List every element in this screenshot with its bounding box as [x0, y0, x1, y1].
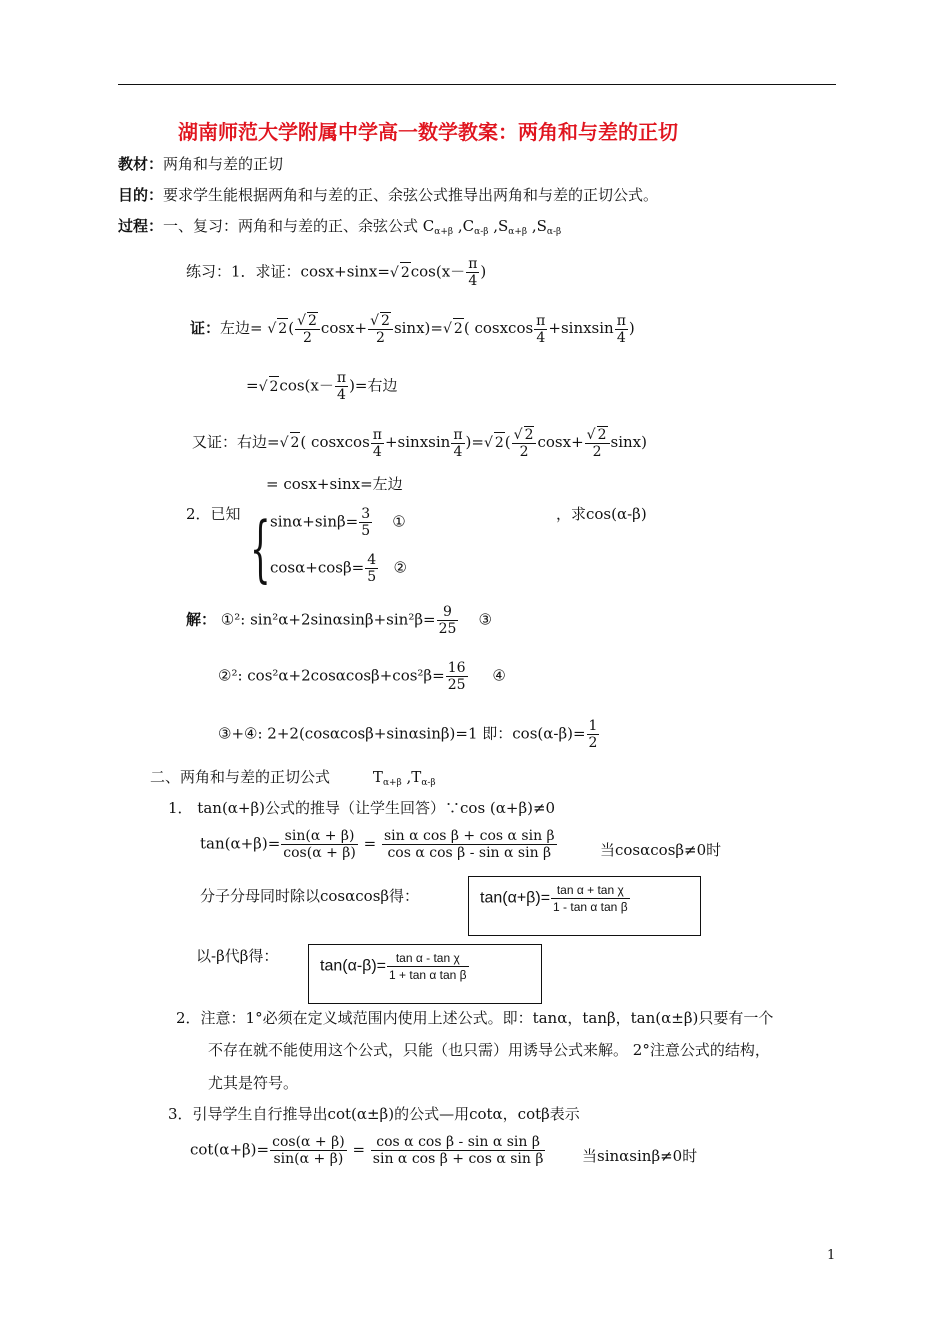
material-label: 教材： — [118, 155, 164, 173]
proof-line-2: =√ 2cos(x－ $\frac{\pi}{4}$ )=右边 — [246, 370, 398, 403]
ex2-label: 2．已知 — [186, 505, 241, 523]
proof-text: 左边= — [220, 319, 263, 337]
fraction: $\frac{\text{tan α - tan χ}}{\text{1 + tan α tan β}}$ — [389, 951, 467, 982]
exercise-1: 练习：1．求证：cosx+sinx=√ 2cos(x－ $\frac{\pi}{4}$ ) — [186, 256, 487, 289]
sqrt-symbol: √ 2 — [259, 379, 280, 395]
fraction: $\frac{\pi}{4}$ — [372, 426, 382, 460]
material-line — [118, 154, 283, 174]
divide-text: 分子分母同时除以cosαcosβ得： — [200, 887, 420, 905]
goal-line — [118, 185, 658, 205]
tan-derivation: tan(α+β)= $\frac{\sin(\alpha + \beta)}{\cos(\alpha + \beta)}$ = $\frac{\text{sin α cos β + cos α sin β}}{\text{cos α cos β - sin α sin β}}$ — [200, 828, 555, 861]
fraction: $\frac{\cos(\alpha + \beta)}{\sin(\alpha + \beta)}$ — [272, 1134, 345, 1167]
page-title: 湖南师范大学附属中学高一数学教案：两角和与差的正切 — [178, 120, 678, 144]
page-number: 1 — [827, 1248, 836, 1263]
top-rule — [118, 84, 836, 85]
fraction: $\frac{\sin(\alpha + \beta)}{\cos(\alpha + \beta)}$ — [283, 828, 356, 861]
item-1: 1． tan(α+β)公式的推导（让学生回答）∵cos (α+β)≠0 — [168, 799, 556, 817]
fraction: $\frac{\text{sin α cos β + cos α sin β}}{\text{cos α cos β - sin α sin β}}$ — [383, 828, 555, 861]
ex1-tail: cos(x－ — [410, 262, 466, 281]
fraction: $\frac{\text{tan α + tan χ}}{\text{1 - tan α tan β}}$ — [553, 883, 628, 914]
note-line-3: 尤其是符号。 — [208, 1074, 299, 1092]
fraction: $\frac{\pi}{4}$ — [616, 312, 626, 346]
solution-line-2: ②²: cos²α+2cosαcosβ+cos²β= $\frac{16}{25}$ ④ — [218, 660, 506, 693]
sqrt-symbol: √ 2 — [267, 321, 288, 337]
goal-label: 目的： — [118, 186, 164, 204]
note-line-1: 2．注意：1°必须在定义域范围内使用上述公式。即：tanα，tanβ，tan(α±β)只要有一个 — [176, 1009, 774, 1027]
fraction: $\frac{√ 2}{2}$ — [295, 312, 320, 346]
fraction: $\frac{√ 2}{2}$ — [585, 426, 610, 460]
formula-sub: α-β — [474, 227, 489, 237]
fraction: $\frac{3}{5}$ — [361, 506, 371, 539]
equation-1: sinα+sinβ= $\frac{3}{5}$ ① — [270, 506, 406, 539]
fraction: $\frac{\pi}{4}$ — [468, 256, 478, 289]
fraction: $\frac{\pi}{4}$ — [336, 370, 347, 403]
process-line: 过程：一、复习：两角和与差的正、余弦公式 $C_{\alpha+\beta}$ $,C_{\alpha-\beta}$ $,S_{\alpha+\beta}$ $,S_{\alpha-\beta}$ — [118, 217, 562, 237]
sqrt-symbol: √ 2 — [280, 435, 301, 451]
tan-condition: 当cosαcosβ≠0时 — [600, 841, 722, 859]
alt-proof-line-2: = cosx+sinx=左边 — [266, 475, 403, 493]
formula-sub: α-β — [546, 227, 562, 237]
alt-proof-line-1: 又证：右边=√ 2( cosxcos $\frac{\pi}{4}$ +sinxsin $\frac{\pi}{4}$ )=√ 2( $\frac{√ 2}{2}$ cosx+ $\frac{√ 2}{2}$ sinx) — [192, 426, 647, 460]
fraction: $\frac{√ 2}{2}$ — [512, 426, 537, 460]
solution-line-1: 解： ①²: sin²α+2sinαsinβ+sin²β= $\frac{9}{25}$ ③ — [186, 604, 492, 637]
section-2-title: 二、两角和与差的正切公式 $T_{\alpha+\beta}$ $,T_{\alpha-\beta}$ — [150, 768, 436, 788]
tan-diff-formula: tan(α-β)= $\frac{\text{tan α - tan χ}}{\text{1 + tan α tan β}}$ — [320, 951, 467, 982]
replace-text: 以-β代β得： — [196, 947, 279, 965]
fraction: $\frac{1}{2}$ — [588, 718, 598, 751]
equation-2: cosα+cosβ= $\frac{4}{5}$ ② — [270, 552, 407, 585]
cot-derivation: cot(α+β)= $\frac{\cos(\alpha + \beta)}{\sin(\alpha + \beta)}$ = $\frac{\text{cos α cos β - sin α sin β}}{\text{sin α cos β + cos α sin β}}$ — [190, 1134, 544, 1167]
sqrt-symbol: √ 2 — [390, 265, 411, 281]
proof-label: 证： — [190, 319, 221, 337]
fraction: $\frac{\pi}{4}$ — [536, 312, 546, 346]
formula-sub: α+β — [508, 227, 528, 237]
fraction: $\frac{\pi}{4}$ — [453, 426, 463, 460]
ex1-label: 练习：1．求证：cosx+sinx= — [186, 262, 390, 281]
note-line-2: 不存在就不能使用这个公式，只能（也只需）用诱导公式来解。 2°注意公式的结构， — [208, 1041, 770, 1059]
process-text: 一、复习：两角和与差的正、余弦公式 — [163, 217, 419, 235]
fraction: $\frac{4}{5}$ — [367, 552, 377, 585]
fraction: $\frac{\text{cos α cos β - sin α sin β}}{\text{sin α cos β + cos α sin β}}$ — [372, 1134, 544, 1167]
fraction: $\frac{9}{25}$ — [438, 604, 457, 637]
ex2-ask: ，求cos(α-β) — [556, 505, 647, 523]
material-text: 两角和与差的正切 — [163, 155, 284, 173]
goal-text: 要求学生能根据两角和与差的正、余弦公式推导出两角和与差的正切公式。 — [163, 186, 659, 204]
solution-line-3: ③+④: 2+2(cosαcosβ+sinαsinβ)=1 即：cos(α-β)= $\frac{1}{2}$ — [218, 718, 598, 751]
proof-line-1: 证：左边= √ 2( $\frac{√ 2}{2}$ cosx+ $\frac{√ 2}{2}$ sinx)=√ 2( cosxcos $\frac{\pi}{4}$ +sinxsin $\frac{\pi}{4}$ ) — [190, 312, 635, 346]
process-label: 过程： — [118, 217, 164, 235]
fraction: $\frac{16}{25}$ — [447, 660, 466, 693]
brace: { — [250, 506, 271, 590]
cot-condition: 当sinαsinβ≠0时 — [582, 1147, 698, 1165]
fraction: $\frac{√ 2}{2}$ — [368, 312, 393, 346]
item-3: 3．引导学生自行推导出cot(α±β)的公式—用cotα，cotβ表示 — [168, 1105, 580, 1123]
formula-sub: α+β — [434, 227, 454, 237]
tan-sum-formula: tan(α+β)= $\frac{\text{tan α + tan χ}}{\text{1 - tan α tan β}}$ — [480, 883, 628, 914]
